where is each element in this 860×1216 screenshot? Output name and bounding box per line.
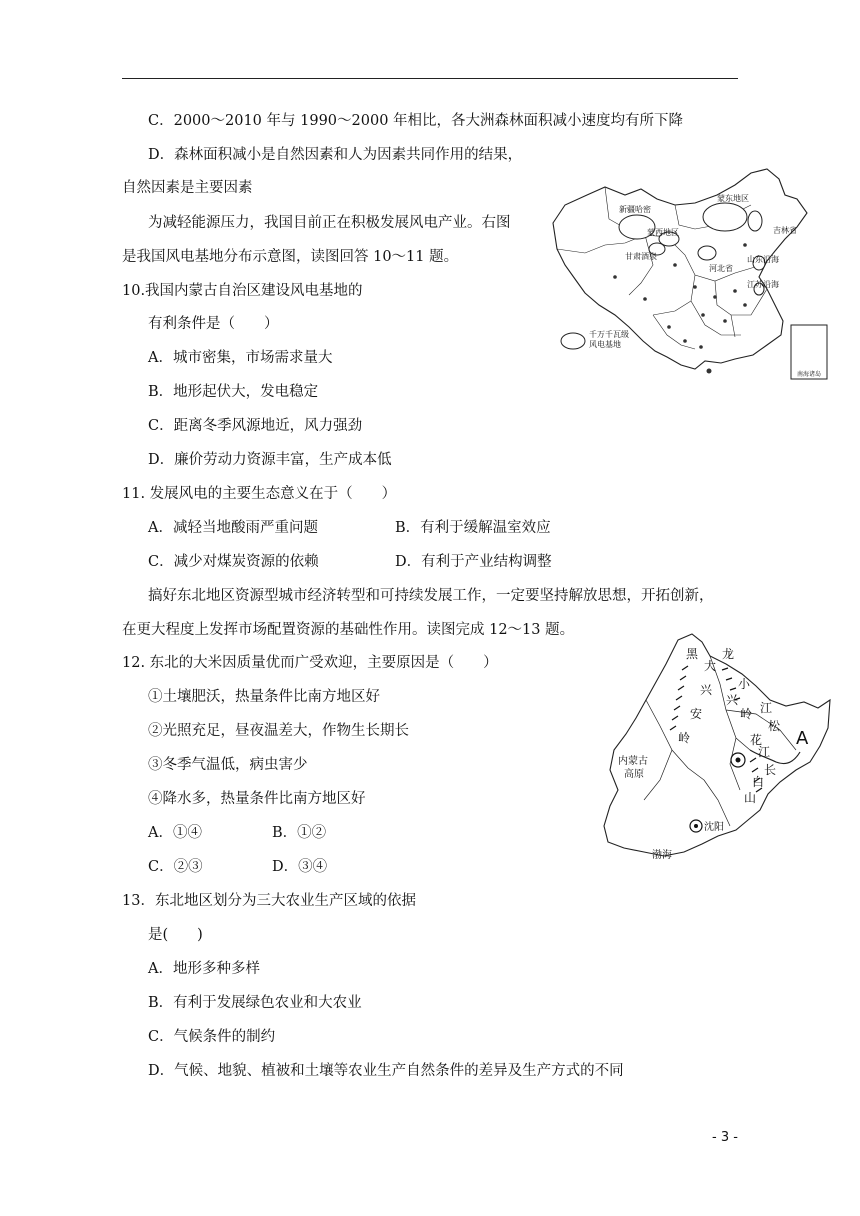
label-xinjiang: 新疆哈密 (619, 205, 651, 214)
ne-label-hua: 花 (750, 733, 763, 747)
ne-label-xiao: 小 (738, 677, 751, 691)
q10-option-c: C．距离冬季风源地近，风力强劲 (148, 418, 363, 434)
q12-option-a: A．①④ (148, 825, 202, 841)
q13-stem-line2: 是( ) (148, 927, 203, 943)
china-wind-base-map (545, 165, 835, 385)
q12-statement-3: ③冬季气温低，病虫害少 (148, 757, 308, 773)
ne-label-hei: 黑 (686, 647, 699, 661)
q12-statement-1: ①土壤肥沃，热量条件比南方地区好 (148, 689, 380, 705)
intro-10-11-line2: 是我国风电基地分布示意图，读图回答 10～11 题。 (122, 249, 459, 265)
ne-label-shan: 山 (744, 791, 757, 805)
intro-12-13-line2: 在更大程度上发挥市场配置资源的基础性作用。读图完成 12～13 题。 (122, 622, 575, 638)
ne-label-a: A (796, 728, 809, 749)
ne-label-ling2: 岭 (740, 707, 753, 721)
q10-option-d: D．廉价劳动力资源丰富，生产成本低 (148, 452, 392, 468)
q12-statement-4: ④降水多，热量条件比南方地区好 (148, 791, 366, 807)
q10-option-b: B．地形起伏大，发电稳定 (148, 384, 319, 400)
ne-label-jiang2: 江 (758, 745, 771, 759)
q13-option-b: B．有利于发展绿色农业和大农业 (148, 995, 362, 1011)
ne-label-chang: 长 (764, 763, 777, 777)
q12-statement-2: ②光照充足，昼夜温差大，作物生长期长 (148, 723, 409, 739)
label-legend-line1: 千万千瓦级 (589, 330, 629, 339)
ne-label-nmg2: 高原 (624, 769, 644, 780)
intro-12-13-line1: 搞好东北地区资源型城市经济转型和可持续发展工作，一定要坚持解放思想，开拓创新， (148, 588, 714, 604)
ne-label-shenyang: 沈阳 (704, 822, 724, 833)
label-shandong: 山东沿海 (747, 255, 779, 264)
ne-label-da: 大 (704, 659, 717, 673)
label-legend-line2: 风电基地 (589, 340, 621, 349)
ne-label-long: 龙 (722, 647, 735, 661)
label-mengxi: 蒙西地区 (647, 228, 679, 237)
q11-option-b: B．有利于缓解温室效应 (395, 520, 551, 536)
q13-option-d: D．气候、地貌、植被和土壤等农业生产自然条件的差异及生产方式的不同 (148, 1063, 624, 1079)
q10-stem-line2: 有利条件是（ ） (148, 316, 279, 332)
page-number: - 3 - (712, 1130, 738, 1145)
q9-option-c: C．2000～2010 年与 1990～2000 年相比，各大洲森林面积减小速度均有所下降 (148, 113, 684, 129)
label-gansu: 甘肃酒泉 (625, 252, 657, 261)
ne-label-xing1: 兴 (700, 683, 713, 697)
q12-option-d: D．③④ (272, 859, 328, 875)
label-jilin: 吉林省 (773, 226, 797, 235)
q10-option-a: A．城市密集，市场需求量大 (148, 350, 333, 366)
q11-stem: 11. 发展风电的主要生态意义在于（ ） (122, 486, 397, 502)
q12-option-c: C．②③ (148, 859, 203, 875)
q13-option-a: A．地形多种多样 (148, 961, 260, 977)
label-mengdong: 蒙东地区 (717, 194, 749, 203)
ne-label-ling1: 岭 (678, 731, 691, 745)
q13-option-c: C．气候条件的制约 (148, 1029, 276, 1045)
label-jiangsu: 江苏沿海 (747, 280, 779, 289)
q9-option-d-line2: 自然因素是主要因素 (122, 180, 253, 196)
ne-label-bai: 白 (752, 775, 765, 789)
q11-option-a: A．减轻当地酸雨严重问题 (148, 520, 318, 536)
q12-stem: 12. 东北的大米因质量优而广受欢迎，主要原因是（ ） (122, 655, 498, 671)
q10-stem-line1: 10.我国内蒙古自治区建设风电基地的 (122, 283, 363, 299)
q11-option-d: D．有利于产业结构调整 (395, 554, 552, 570)
ne-label-xing2: 兴 (726, 693, 739, 707)
ne-label-nmg1: 内蒙古 (618, 756, 648, 767)
q13-stem-line1: 13．东北地区划分为三大农业生产区域的依据 (122, 893, 416, 909)
label-inset: 南海诸岛 (797, 371, 822, 378)
q12-option-b: B．①② (272, 825, 327, 841)
ne-label-bohai: 渤海 (652, 850, 672, 861)
ne-label-jiang1: 江 (760, 701, 773, 715)
q9-option-d-line1: D．森林面积减小是自然因素和人为因素共同作用的结果， (148, 147, 523, 163)
q11-option-c: C．减少对煤炭资源的依赖 (148, 554, 319, 570)
label-hebei: 河北省 (709, 264, 733, 273)
ne-label-song: 松 (768, 719, 781, 733)
northeast-china-map (600, 630, 835, 870)
ne-label-an: 安 (690, 707, 703, 721)
intro-10-11-line1: 为减轻能源压力，我国目前正在积极发展风电产业。右图 (148, 215, 511, 231)
header-rule (122, 78, 738, 79)
